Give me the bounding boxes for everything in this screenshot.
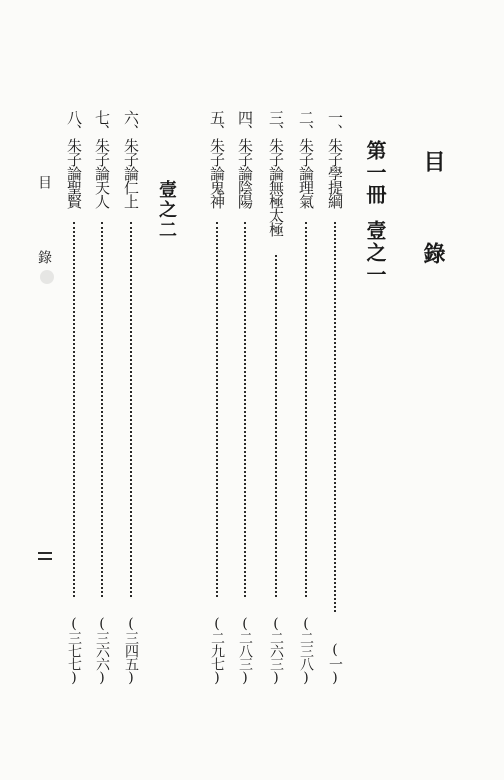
toc-entry-title: 五、朱子論鬼神 xyxy=(208,110,226,208)
toc-entry-page: (三六六) xyxy=(94,616,110,685)
dot-leader xyxy=(101,222,103,597)
dot-leader xyxy=(305,222,307,597)
toc-entry xyxy=(325,110,345,685)
running-head-1: 目 xyxy=(36,175,52,189)
dot-leader xyxy=(275,255,277,597)
toc-entry-title: 四、朱子論陰陽 xyxy=(236,110,254,208)
toc-entry-page: (一) xyxy=(327,642,343,685)
volume-section: 壹之一 xyxy=(363,220,387,286)
toc-entry-page: (二八三) xyxy=(237,616,253,685)
volume-heading xyxy=(361,140,390,286)
dot-leader xyxy=(73,222,75,597)
page-title: 目 錄 xyxy=(420,150,446,286)
paper-smudge xyxy=(40,270,54,284)
folio-number xyxy=(38,552,52,564)
toc-entry xyxy=(296,110,316,685)
toc-entry-page: (二六三) xyxy=(268,616,284,685)
toc-entry-title: 一、朱子學提綱 xyxy=(326,110,344,208)
toc-entry-page: (三四五) xyxy=(123,616,139,685)
toc-entry-page: (三七七) xyxy=(66,616,82,685)
dot-leader xyxy=(130,222,132,597)
toc-entry xyxy=(64,110,84,685)
toc-entry-title: 八、朱子論聖賢 xyxy=(65,110,83,208)
toc-entry-title: 三、朱子論無極太極 xyxy=(267,110,285,236)
toc-entry xyxy=(207,110,227,685)
dot-leader xyxy=(216,222,218,597)
toc-entry xyxy=(235,110,255,685)
running-head-2: 錄 xyxy=(36,250,52,264)
toc-entry-title: 七、朱子論天人 xyxy=(93,110,111,208)
toc-entry-title: 六、朱子論仁上 xyxy=(122,110,140,208)
toc-entry-page: (二三八) xyxy=(298,616,314,685)
section-heading: 壹之二 xyxy=(156,180,177,240)
toc-entry xyxy=(266,110,286,685)
dot-leader xyxy=(244,222,246,597)
dot-leader xyxy=(334,222,336,612)
toc-entry-page: (二九七) xyxy=(209,616,225,685)
toc-entry-title: 二、朱子論理氣 xyxy=(297,110,315,208)
toc-entry xyxy=(121,110,141,685)
volume-part: 第一冊 xyxy=(363,140,387,206)
toc-entry xyxy=(92,110,112,685)
